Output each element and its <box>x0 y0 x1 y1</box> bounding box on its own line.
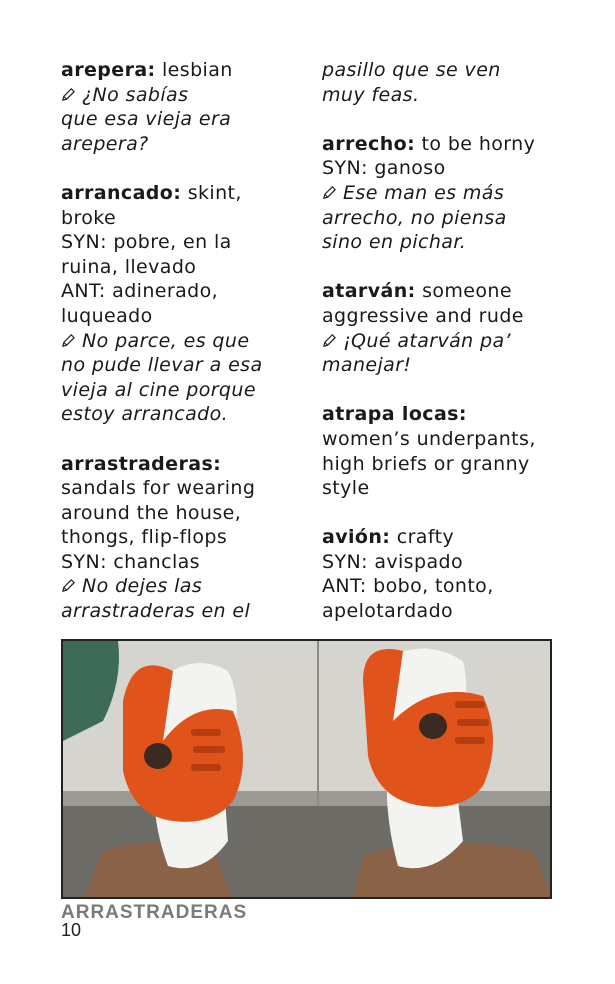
entry-definition: crafty <box>390 526 455 549</box>
entry-definition: to be horny <box>415 132 536 155</box>
entry-synonyms: SYN: pobre, en la <box>61 231 232 254</box>
example-text: sino en pichar. <box>322 231 467 254</box>
entry-term: arepera: <box>61 59 156 81</box>
example-text: muy feas. <box>322 83 420 106</box>
example-text: Ese man es más <box>343 181 505 204</box>
example-text: arrecho, no piensa <box>322 206 507 229</box>
entry-synonyms: ruina, llevado <box>61 255 197 278</box>
entry-avion <box>322 525 562 623</box>
entry-definition: style <box>322 477 370 500</box>
entry-definition: broke <box>61 206 117 229</box>
example-text: ¡Qué atarván pa’ <box>343 329 512 352</box>
example-text: pasillo que se ven <box>322 59 501 81</box>
entry-synonyms: SYN: ganoso <box>322 157 446 180</box>
entry-term: avión: <box>322 526 391 549</box>
entry-arrastraderas-continued <box>322 58 562 107</box>
entry-antonyms: luqueado <box>61 304 153 327</box>
entry-term: arrancado: <box>61 181 182 204</box>
example-text: arrastraderas en el <box>61 600 251 623</box>
entry-definition: sandals for wearing <box>61 477 256 500</box>
pencil-icon <box>61 578 76 593</box>
entry-atarvan <box>322 279 562 377</box>
example-text: ¿No sabías <box>82 83 189 106</box>
right-column <box>322 58 562 648</box>
entry-term: arrecho: <box>322 132 416 155</box>
example-text: que esa vieja era <box>61 108 232 131</box>
sandals-photo <box>61 639 552 899</box>
entry-definition: high briefs or granny <box>322 452 530 475</box>
entry-definition: skint, <box>181 181 242 204</box>
entry-definition: lesbian <box>155 59 233 81</box>
entry-atrapa-locas <box>322 402 562 500</box>
entry-arrancado <box>61 181 296 427</box>
entry-definition: thongs, flip-flops <box>61 526 228 549</box>
entry-arrecho <box>322 132 562 255</box>
entry-synonyms: SYN: chanclas <box>61 550 200 573</box>
pencil-icon <box>61 87 76 102</box>
example-text: no pude llevar a esa <box>61 354 263 377</box>
pencil-icon <box>322 333 337 348</box>
entry-arepera <box>61 58 296 156</box>
left-column <box>61 58 296 648</box>
entry-definition: someone <box>415 280 512 303</box>
entry-antonyms: ANT: bobo, tonto, <box>322 575 494 598</box>
entry-definition: aggressive and rude <box>322 304 524 327</box>
example-text: No parce, es que <box>82 329 250 352</box>
photo-caption: ARRASTRADERAS <box>61 902 248 923</box>
entry-synonyms: SYN: avispado <box>322 550 463 573</box>
example-text: estoy arrancado. <box>61 403 229 426</box>
page-number: 10 <box>61 920 82 940</box>
example-text: No dejes las <box>82 575 203 598</box>
example-text: manejar! <box>322 354 412 377</box>
entry-term: atarván: <box>322 280 416 303</box>
pencil-icon <box>322 185 337 200</box>
entry-definition: around the house, <box>61 501 242 524</box>
entry-definition: women’s underpants, <box>322 427 536 450</box>
entry-antonyms: ANT: adinerado, <box>61 280 219 303</box>
example-text: vieja al cine porque <box>61 378 256 401</box>
entry-term: atrapa locas: <box>322 403 467 426</box>
pencil-icon <box>61 333 76 348</box>
sandals-illustration <box>63 641 552 899</box>
entry-arrastraderas <box>61 452 296 624</box>
example-text: arepera? <box>61 132 149 155</box>
entry-term: arrastraderas: <box>61 452 222 475</box>
entry-antonyms: apelotardado <box>322 600 454 623</box>
